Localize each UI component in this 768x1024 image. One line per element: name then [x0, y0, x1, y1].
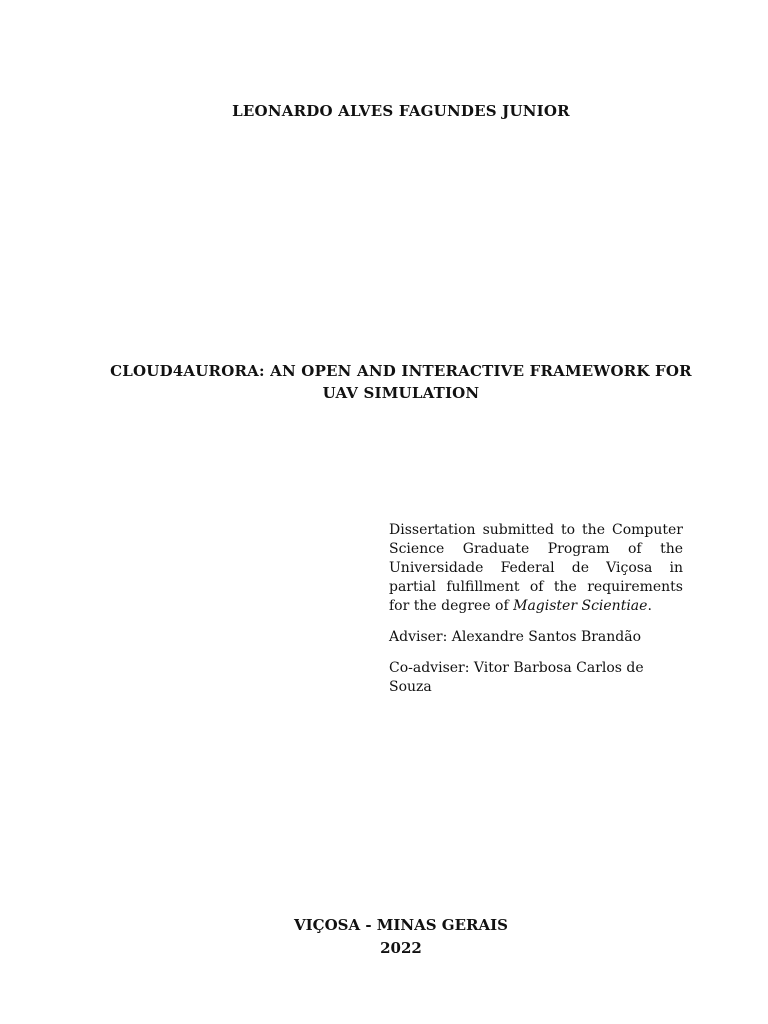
place-and-year [0, 914, 768, 960]
submission-statement-end: . [647, 598, 652, 614]
coadviser-line: Co-adviser: Vitor Barbosa Carlos de Souza [389, 660, 644, 695]
dissertation-title [100, 360, 702, 404]
dissertation-note [389, 521, 683, 697]
place: VIÇOSA - MINAS GERAIS [293, 916, 509, 934]
degree-name: Magister Scientiae [513, 598, 648, 614]
author-name: LEONARDO ALVES FAGUNDES JUNIOR [232, 102, 570, 120]
submission-statement [389, 521, 683, 616]
title-line-2: UAV SIMULATION [322, 384, 480, 402]
adviser-line: Adviser: Alexandre Santos Brandão [389, 629, 642, 645]
year: 2022 [380, 939, 422, 957]
title-line-1: CLOUD4AURORA: AN OPEN AND INTERACTIVE FRAMEWORK FOR [110, 362, 692, 380]
submission-statement-text: Dissertation submitted to the Computer Science Graduate Program of the Universidade Federal de Viçosa in partial fulfillment of the requirements for the degree of [389, 522, 683, 614]
